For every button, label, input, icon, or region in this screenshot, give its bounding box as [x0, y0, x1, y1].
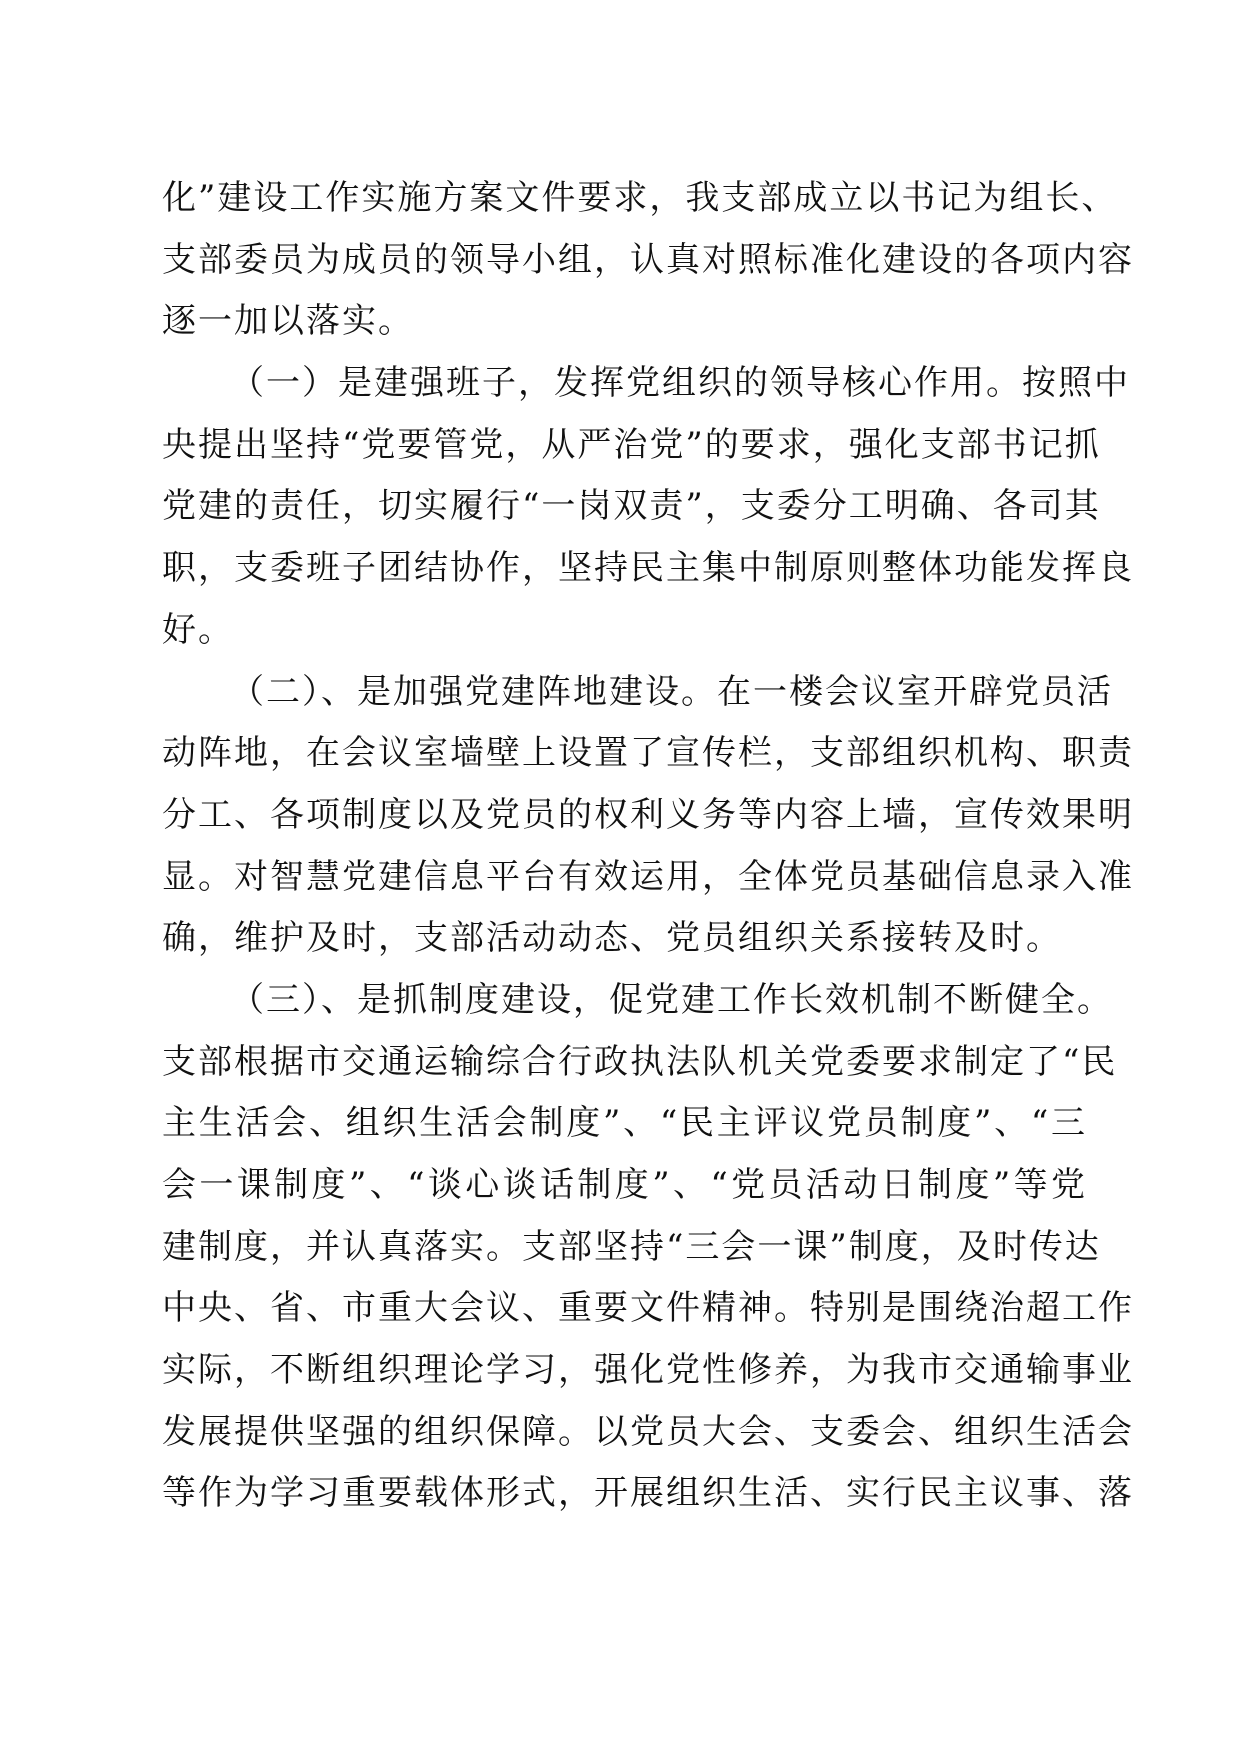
paragraph-intro-continuation: [162, 168, 1134, 353]
text-line: 央提出坚持“党要管党，从严治党”的要求，强化支部书记抓: [162, 424, 1101, 465]
text-line: 逐一加以落实。: [162, 301, 414, 342]
text-line: 会一课制度”、“谈心谈话制度”、“党员活动日制度”等党: [162, 1165, 1087, 1205]
text-line: （一）是建强班子，发挥党组织的领导核心作用。按照中: [230, 363, 1130, 404]
text-line: 建制度，并认真落实。支部坚持“三会一课”制度，及时传达: [162, 1226, 1101, 1267]
text-line: 化”建设工作实施方案文件要求，我支部成立以书记为组长、: [162, 178, 1118, 218]
text-line: 支部根据市交通运输综合行政执法队机关党委要求制定了“民: [162, 1041, 1118, 1082]
text-line: 主生活会、组织生活会制度”、“民主评议党员制度”、“三: [162, 1103, 1087, 1144]
text-line: 支部委员为成员的领导小组，认真对照标准化建设的各项内容: [162, 239, 1134, 280]
text-line: 动阵地，在会议室墙壁上设置了宣传栏，支部组织机构、职责: [162, 733, 1134, 774]
text-line: 等作为学习重要载体形式，开展组织生活、实行民主议事、落: [162, 1473, 1134, 1514]
text-line: 党建的责任，切实履行“一岗双责”，支委分工明确、各司其: [162, 486, 1101, 527]
text-line: 分工、各项制度以及党员的权利义务等内容上墙，宣传效果明: [162, 794, 1134, 835]
text-line: 实际，不断组织理论学习，强化党性修养，为我市交通输事业: [162, 1350, 1134, 1391]
text-line: 职，支委班子团结协作，坚持民主集中制原则整体功能发挥良: [162, 548, 1134, 589]
text-line: 好。: [162, 609, 234, 650]
paragraph-section-3: [162, 970, 1134, 1525]
paragraph-section-2: [162, 662, 1134, 970]
text-line: 显。对智慧党建信息平台有效运用，全体党员基础信息录入准: [162, 856, 1134, 897]
document-body: [162, 168, 1134, 1525]
text-line: 中央、省、市重大会议、重要文件精神。特别是围绕治超工作: [162, 1288, 1134, 1329]
text-line: 发展提供坚强的组织保障。以党员大会、支委会、组织生活会: [162, 1411, 1134, 1452]
text-line: （三）、是抓制度建设，促党建工作长效机制不断健全。: [230, 979, 1113, 1020]
paragraph-section-1: [162, 353, 1134, 661]
text-line: 确，维护及时，支部活动动态、党员组织关系接转及时。: [162, 918, 1062, 959]
text-line: （二）、是加强党建阵地建设。在一楼会议室开辟党员活: [230, 671, 1113, 712]
